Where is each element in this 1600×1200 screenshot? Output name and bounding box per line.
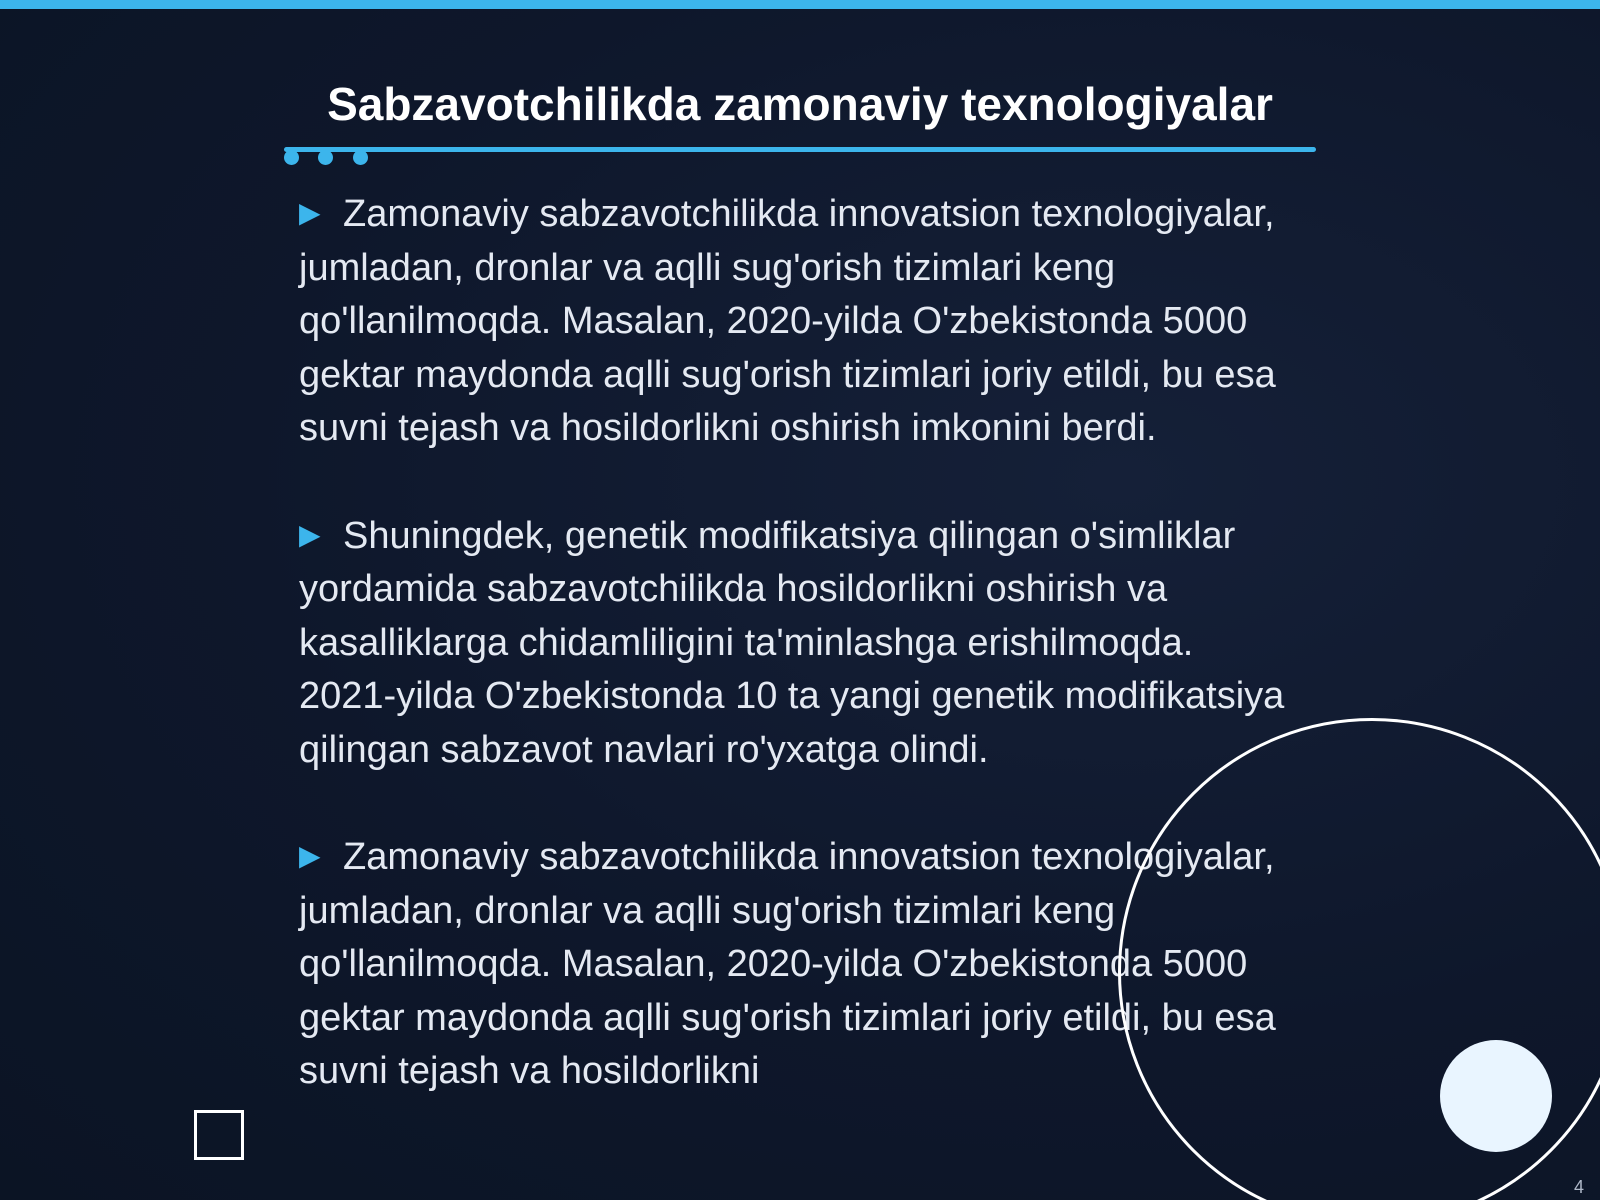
- paragraph-text: Zamonaviy sabzavotchilikda innovatsion texnologiyalar, jumladan, dronlar va aqlli sug'orish tizimlari keng qo'llanilmoqda. Masalan, 2020-yilda O'zbekistonda 5000 gektar maydonda aqlli sug'orish tizimlari joriy etildi, bu esa suvni tejash va hosildorlikni: [299, 836, 1276, 1092]
- slide-title: Sabzavotchilikda zamonaviy texnologiyalar: [327, 78, 1273, 130]
- paragraph: [299, 186, 1299, 456]
- bullet-arrow-icon: ▶: [299, 518, 321, 550]
- page-number: 4: [1573, 1177, 1584, 1197]
- paragraph-text: Shuningdek, genetik modifikatsiya qilingan o'simliklar yordamida sabzavotchilikda hosildorlikni oshirish va kasalliklarga chidamliligini ta'minlashga erishilmoqda. 2021-yilda O'zbekistonda 10 ta yangi genetik modifikatsiya qilingan sabzavot navlari ro'yxatga olindi.: [299, 514, 1285, 771]
- decor-dot: [318, 150, 333, 165]
- decor-dot: [353, 150, 368, 165]
- top-accent-bar: [0, 0, 1600, 9]
- title-underline: [284, 147, 1316, 152]
- bullet-arrow-icon: ▶: [299, 840, 321, 871]
- bullet-arrow-icon: ▶: [299, 197, 321, 228]
- decor-square: [194, 1110, 244, 1160]
- decor-dot: [284, 150, 299, 165]
- paragraph: [299, 508, 1299, 778]
- paragraph-text: Zamonaviy sabzavotchilikda innovatsion texnologiyalar, jumladan, dronlar va aqlli sug'orish tizimlari keng qo'llanilmoqda. Masalan, 2020-yilda O'zbekistonda 5000 gektar maydonda aqlli sug'orish tizimlari joriy etildi, bu esa suvni tejash va hosildorlikni oshirish imkonini berdi.: [299, 193, 1276, 449]
- decor-circle: [1440, 1040, 1552, 1152]
